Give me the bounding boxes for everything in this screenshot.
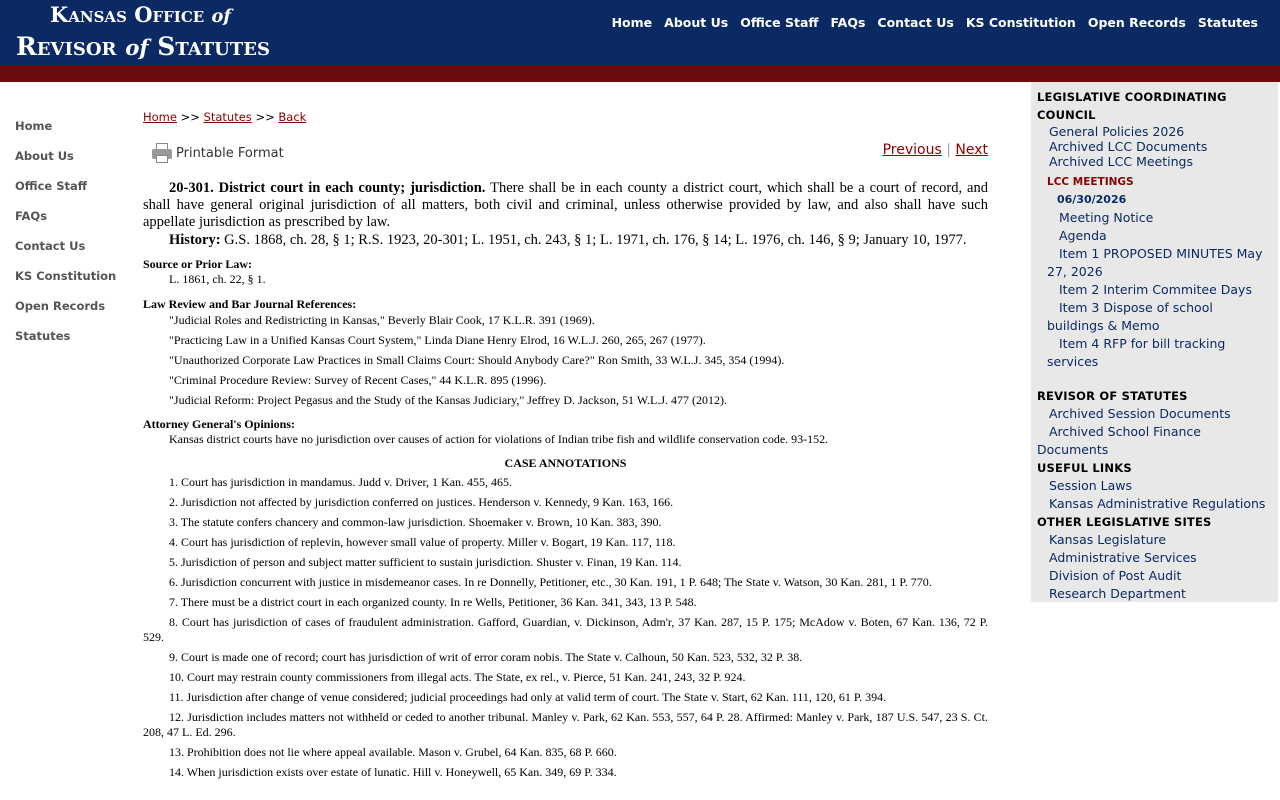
top-nav-home[interactable]: Home (611, 15, 653, 30)
law-review-heading: Law Review and Bar Journal References: (143, 297, 357, 311)
case-annotation: 11. Jurisdiction after change of venue considered; judicial proceedings had only at valid term of court. The State v. Start, 62 Kan. 111, 120, 61 P. 394. (169, 690, 887, 704)
printable-format-label: Printable Format (176, 145, 284, 161)
ag-opinions-heading: Attorney General's Opinions: (143, 417, 295, 431)
breadcrumb-back[interactable]: Back (278, 110, 307, 124)
printable-format-link[interactable] (151, 142, 284, 164)
case-annotation: 7. There must be a district court in each organized county. In re Wells, Petitioner, 36 Kan. 341, 343, 13 P. 548. (169, 595, 697, 609)
agenda-link[interactable]: Agenda (1059, 228, 1107, 243)
case-annotation: 9. Court is made one of record; court has jurisdiction of writ of error coram nobis. The State v. Calhoun, 50 Kan. 523, 532, 32 P. 38. (169, 650, 803, 664)
case-annotations-heading: CASE ANNOTATIONS (504, 456, 627, 470)
case-annotation: 14. When jurisdiction exists over estate of lunatic. Hill v. Honeywell, 65 Kan. 349, 69 P. 334. (169, 765, 617, 779)
top-nav-office-staff[interactable]: Office Staff (740, 15, 819, 30)
division-post-audit-link[interactable]: Division of Post Audit (1049, 568, 1182, 583)
history-text: G.S. 1868, ch. 28, § 1; R.S. 1923, 20-301; L. 1951, ch. 243, § 1; L. 1971, ch. 176, § 14; L. 1976, ch. 146, § 9; January 10, 1977. (224, 232, 967, 248)
top-nav-ks-constitution[interactable]: KS Constitution (965, 15, 1076, 30)
main-content (143, 110, 988, 785)
prev-next-nav (883, 142, 988, 158)
previous-link[interactable]: Previous (882, 142, 942, 158)
source-heading: Source or Prior Law: (143, 257, 252, 271)
printer-icon (151, 142, 173, 164)
left-nav-open-records[interactable]: Open Records (15, 299, 106, 313)
lcc-meeting-date: 06/30/2026 (1057, 193, 1127, 206)
law-review-item: "Practicing Law in a Unified Kansas Court System," Linda Diane Henry Elrod, 16 W.L.J. 260, 265, 267 (1977). (169, 333, 706, 347)
kansas-legislature-link[interactable]: Kansas Legislature (1049, 532, 1167, 547)
breadcrumb-separator: >> (255, 110, 275, 124)
left-nav-contact-us[interactable]: Contact Us (15, 239, 86, 253)
statute-history (143, 232, 988, 249)
case-annotation: 3. The statute confers chancery and common-law jurisdiction. Shoemaker v. Brown, 10 Kan. 383, 390. (169, 515, 662, 529)
other-sites-heading: OTHER LEGISLATIVE SITES (1037, 515, 1212, 529)
left-nav-about-us[interactable]: About Us (15, 149, 74, 163)
case-annotation: 12. Jurisdiction includes matters not withheld or ceded to another tribunal. Manley v. Park, 62 Kan. 553, 557, 64 P. 28. Affirmed: Manley v. Park, 187 U.S. 547, 23 S. Ct. 208, 47 L. Ed. 296. (143, 710, 988, 739)
item-3-school-buildings-link[interactable]: Item 3 Dispose of school buildings & Memo (1047, 300, 1213, 333)
law-review-item: "Criminal Procedure Review: Survey of Recent Cases," 44 K.L.R. 895 (1996). (169, 373, 547, 387)
law-review-item: "Judicial Roles and Redistricting in Kansas," Beverly Blair Cook, 17 K.L.R. 391 (1969). (169, 313, 595, 327)
site-header (0, 0, 1280, 65)
breadcrumb-separator: >> (180, 110, 200, 124)
left-nav (15, 118, 130, 358)
case-annotation: 4. Court has jurisdiction of replevin, however small value of property. Miller v. Bogart, 19 Kan. 117, 118. (169, 535, 676, 549)
breadcrumb-home[interactable]: Home (143, 110, 177, 124)
lcc-meetings-heading: LCC MEETINGS (1047, 176, 1134, 188)
logo-text-of-2: of (125, 36, 149, 61)
archived-session-documents-link[interactable]: Archived Session Documents (1049, 406, 1231, 421)
left-nav-office-staff[interactable]: Office Staff (15, 179, 88, 193)
source-text: L. 1861, ch. 22, § 1. (169, 272, 266, 286)
item-2-interim-link[interactable]: Item 2 Interim Commitee Days (1059, 282, 1252, 297)
breadcrumb-statutes[interactable]: Statutes (203, 110, 252, 124)
header-stripe (0, 65, 1280, 82)
item-1-minutes-link[interactable]: Item 1 PROPOSED MINUTES May 27, 2026 (1047, 246, 1263, 279)
left-nav-home[interactable]: Home (15, 119, 53, 133)
logo-line-1 (50, 2, 231, 27)
useful-links-heading: USEFUL LINKS (1037, 461, 1132, 475)
logo-text-statutes: Statutes (157, 32, 270, 61)
prev-next-divider: | (946, 142, 951, 158)
logo-text-of: of (211, 6, 232, 27)
case-annotation: 6. Jurisdiction concurrent with justice in misdemeanor cases. In re Donnelly, Petitioner, etc., 30 Kan. 191, 1 P. 648; The State v. Watson, 30 Kan. 281, 1 P. 770. (169, 575, 932, 589)
case-annotation: 13. Prohibition does not lie where appeal available. Mason v. Grubel, 64 Kan. 835, 68 P. 660. (169, 745, 617, 759)
law-review-item: "Unauthorized Corporate Law Practices in Small Claims Court: Should Anybody Care?" Ron Smith, 33 W.L.J. 345, 354 (1994). (169, 353, 785, 367)
left-nav-statutes[interactable]: Statutes (15, 329, 71, 343)
archived-school-finance-link[interactable]: Archived School Finance Documents (1037, 424, 1201, 457)
research-department-link[interactable]: Research Department (1049, 586, 1186, 601)
top-nav-statutes[interactable]: Statutes (1197, 15, 1258, 30)
left-nav-faqs[interactable]: FAQs (15, 209, 48, 223)
logo-text-revisor: Revisor (16, 32, 117, 61)
top-nav-open-records[interactable]: Open Records (1087, 15, 1186, 30)
top-nav-about-us[interactable]: About Us (664, 15, 729, 30)
case-annotation: 5. Jurisdiction of person and subject matter sufficient to sustain jurisdiction. Shuster v. Finan, 19 Kan. 114. (169, 555, 682, 569)
next-link[interactable]: Next (955, 142, 988, 158)
item-4-rfp-link[interactable]: Item 4 RFP for bill tracking services (1047, 336, 1226, 369)
case-annotation: 2. Jurisdiction not affected by jurisdiction conferred on justices. Henderson v. Kennedy, 9 Kan. 163, 166. (169, 495, 674, 509)
toolbar (143, 142, 988, 188)
history-label: History: (169, 232, 221, 248)
kansas-admin-regulations-link[interactable]: Kansas Administrative Regulations (1049, 496, 1266, 511)
case-annotation: 1. Court has jurisdiction in mandamus. Judd v. Driver, 1 Kan. 455, 465. (169, 475, 513, 489)
session-laws-link[interactable]: Session Laws (1049, 478, 1133, 493)
lcc-heading: LEGISLATIVE COORDINATING COUNCIL (1037, 90, 1227, 122)
statute-heading: 20-301. District court in each county; jurisdiction. (169, 180, 486, 196)
lcc-link-archived-meetings[interactable]: Archived LCC Meetings (1049, 154, 1193, 169)
breadcrumb (143, 110, 988, 124)
revisor-heading: REVISOR OF STATUTES (1037, 389, 1188, 403)
administrative-services-link[interactable]: Administrative Services (1049, 550, 1197, 565)
case-annotation: 10. Court may restrain county commissioners from illegal acts. The State, ex rel., v. Pierce, 51 Kan. 241, 243, 32 P. 924. (169, 670, 746, 684)
statute-body: There shall be in each county a district court, which shall be a court of record, and shall have general original jurisdiction of all matters, both civil and criminal, unless otherwise provided by law, and also shall have such appellate jurisdiction as prescribed by law. (143, 180, 988, 230)
ag-opinions-text: Kansas district courts have no jurisdiction over causes of action for violations of Indian tribe fish and wildlife conservation code. 93-152. (169, 432, 829, 446)
meeting-notice-link[interactable]: Meeting Notice (1059, 210, 1154, 225)
top-nav-faqs[interactable]: FAQs (830, 15, 866, 30)
logo-text-kansas-office: Kansas Office (50, 2, 205, 27)
lcc-link-general-policies[interactable]: General Policies 2026 (1049, 124, 1185, 139)
logo-line-2 (16, 32, 270, 61)
top-nav (600, 15, 1258, 30)
lcc-link-archived-documents[interactable]: Archived LCC Documents (1049, 139, 1208, 154)
right-sidebar (1031, 82, 1278, 602)
case-annotation: 8. Court has jurisdiction of cases of fraudulent administration. Gafford, Guardian, v. Dickinson, Adm'r, 37 Kan. 287, 15 P. 175; McAdow v. Boten, 67 Kan. 136, 72 P. 529. (143, 615, 988, 644)
top-nav-contact-us[interactable]: Contact Us (877, 15, 954, 30)
law-review-item: "Judicial Reform: Project Pegasus and the Study of the Kansas Judiciary," Jeffrey D. Jackson, 51 W.L.J. 477 (2012). (169, 393, 728, 407)
left-nav-ks-constitution[interactable]: KS Constitution (15, 269, 117, 283)
